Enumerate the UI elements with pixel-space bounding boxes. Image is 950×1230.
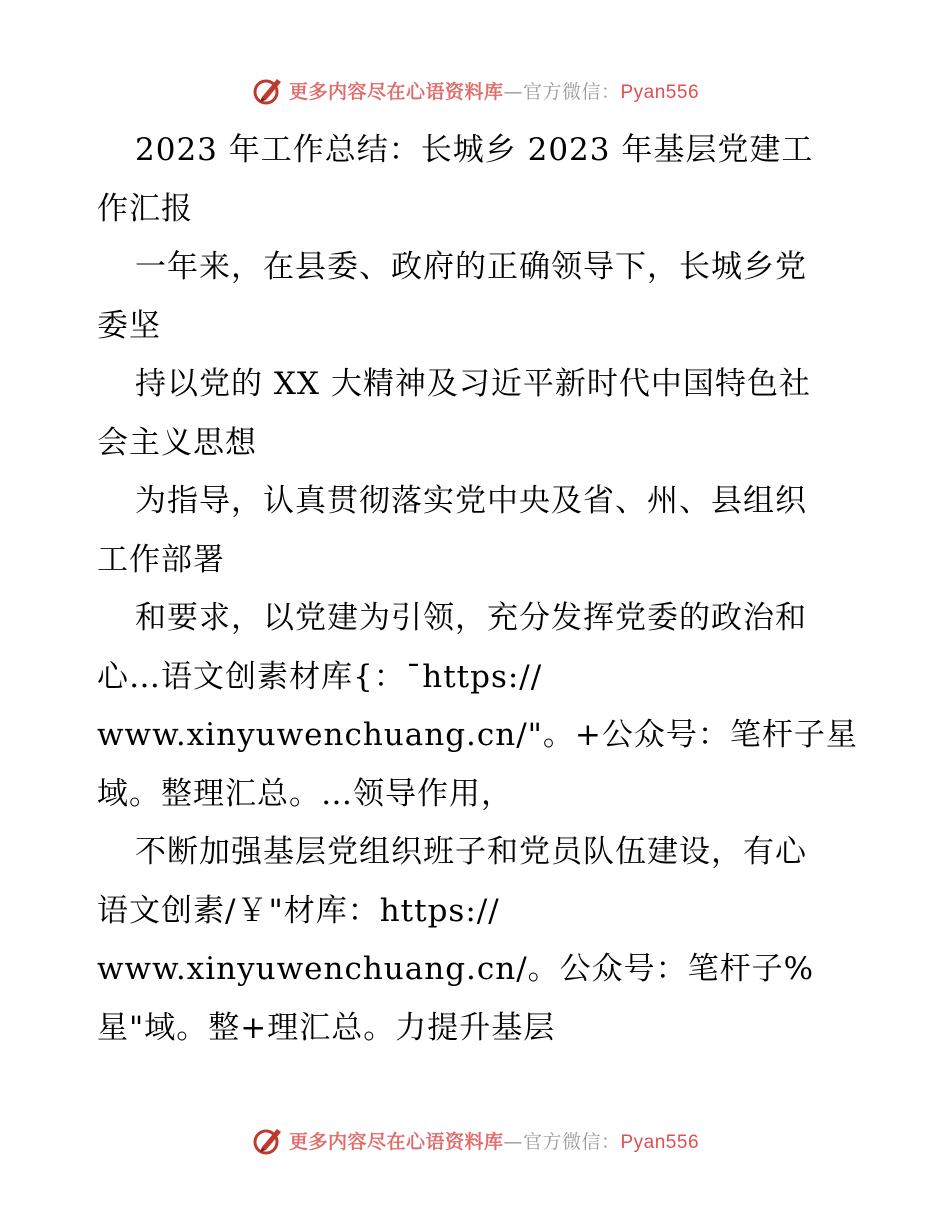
document-body (97, 121, 857, 1057)
pen-circle-icon (251, 73, 285, 107)
doc-line: 一年来，在县委、政府的正确领导下，长城乡党 (135, 249, 807, 285)
header-separator: — (503, 80, 523, 103)
doc-line: 工作部署 (97, 541, 225, 578)
header-wechat-label: 官方微信： (522, 80, 621, 103)
doc-line: 语文创素/￥"材库：https:// (97, 892, 500, 929)
header-wechat-id: Pyan556 (620, 81, 700, 103)
pen-circle-icon (251, 1123, 285, 1157)
header-banner (0, 70, 950, 110)
doc-line: 和要求，以党建为引领，充分发挥党委的政治和 (135, 600, 807, 636)
doc-line: 持以党的 XX 大精神及习近平新时代中国特色社 (135, 366, 811, 402)
footer-wechat-label: 官方微信： (522, 1130, 621, 1153)
doc-line: 星"域。整+理汇总。力提升基层 (97, 1009, 556, 1046)
footer-banner-text (289, 1127, 699, 1154)
doc-line: 域。整理汇总。…领导作用， (97, 775, 513, 812)
doc-line: 为指导，认真贯彻落实党中央及省、州、县组织 (135, 483, 807, 519)
doc-line: 心…语文创素材库{：¯https:// (97, 658, 543, 695)
doc-line: 不断加强基层党组织班子和党员队伍建设，有心 (135, 834, 807, 870)
footer-wechat-id: Pyan556 (620, 1131, 700, 1153)
doc-line: 会主义思想 (97, 424, 257, 461)
footer-brand-text: 更多内容尽在心语资料库 (288, 1130, 504, 1153)
doc-line: 作汇报 (97, 190, 193, 227)
doc-line: 委坚 (97, 307, 161, 344)
footer-banner (0, 1120, 950, 1160)
doc-line: www.xinyuwenchuang.cn/"。+公众号：笔杆子星 (97, 717, 858, 753)
header-banner-text (289, 77, 699, 104)
doc-line: www.xinyuwenchuang.cn/。公众号：笔杆子% (97, 951, 815, 987)
doc-line: 2023 年工作总结：长城乡 2023 年基层党建工 (135, 132, 814, 168)
footer-separator: — (503, 1130, 523, 1153)
header-brand-text: 更多内容尽在心语资料库 (288, 80, 504, 103)
